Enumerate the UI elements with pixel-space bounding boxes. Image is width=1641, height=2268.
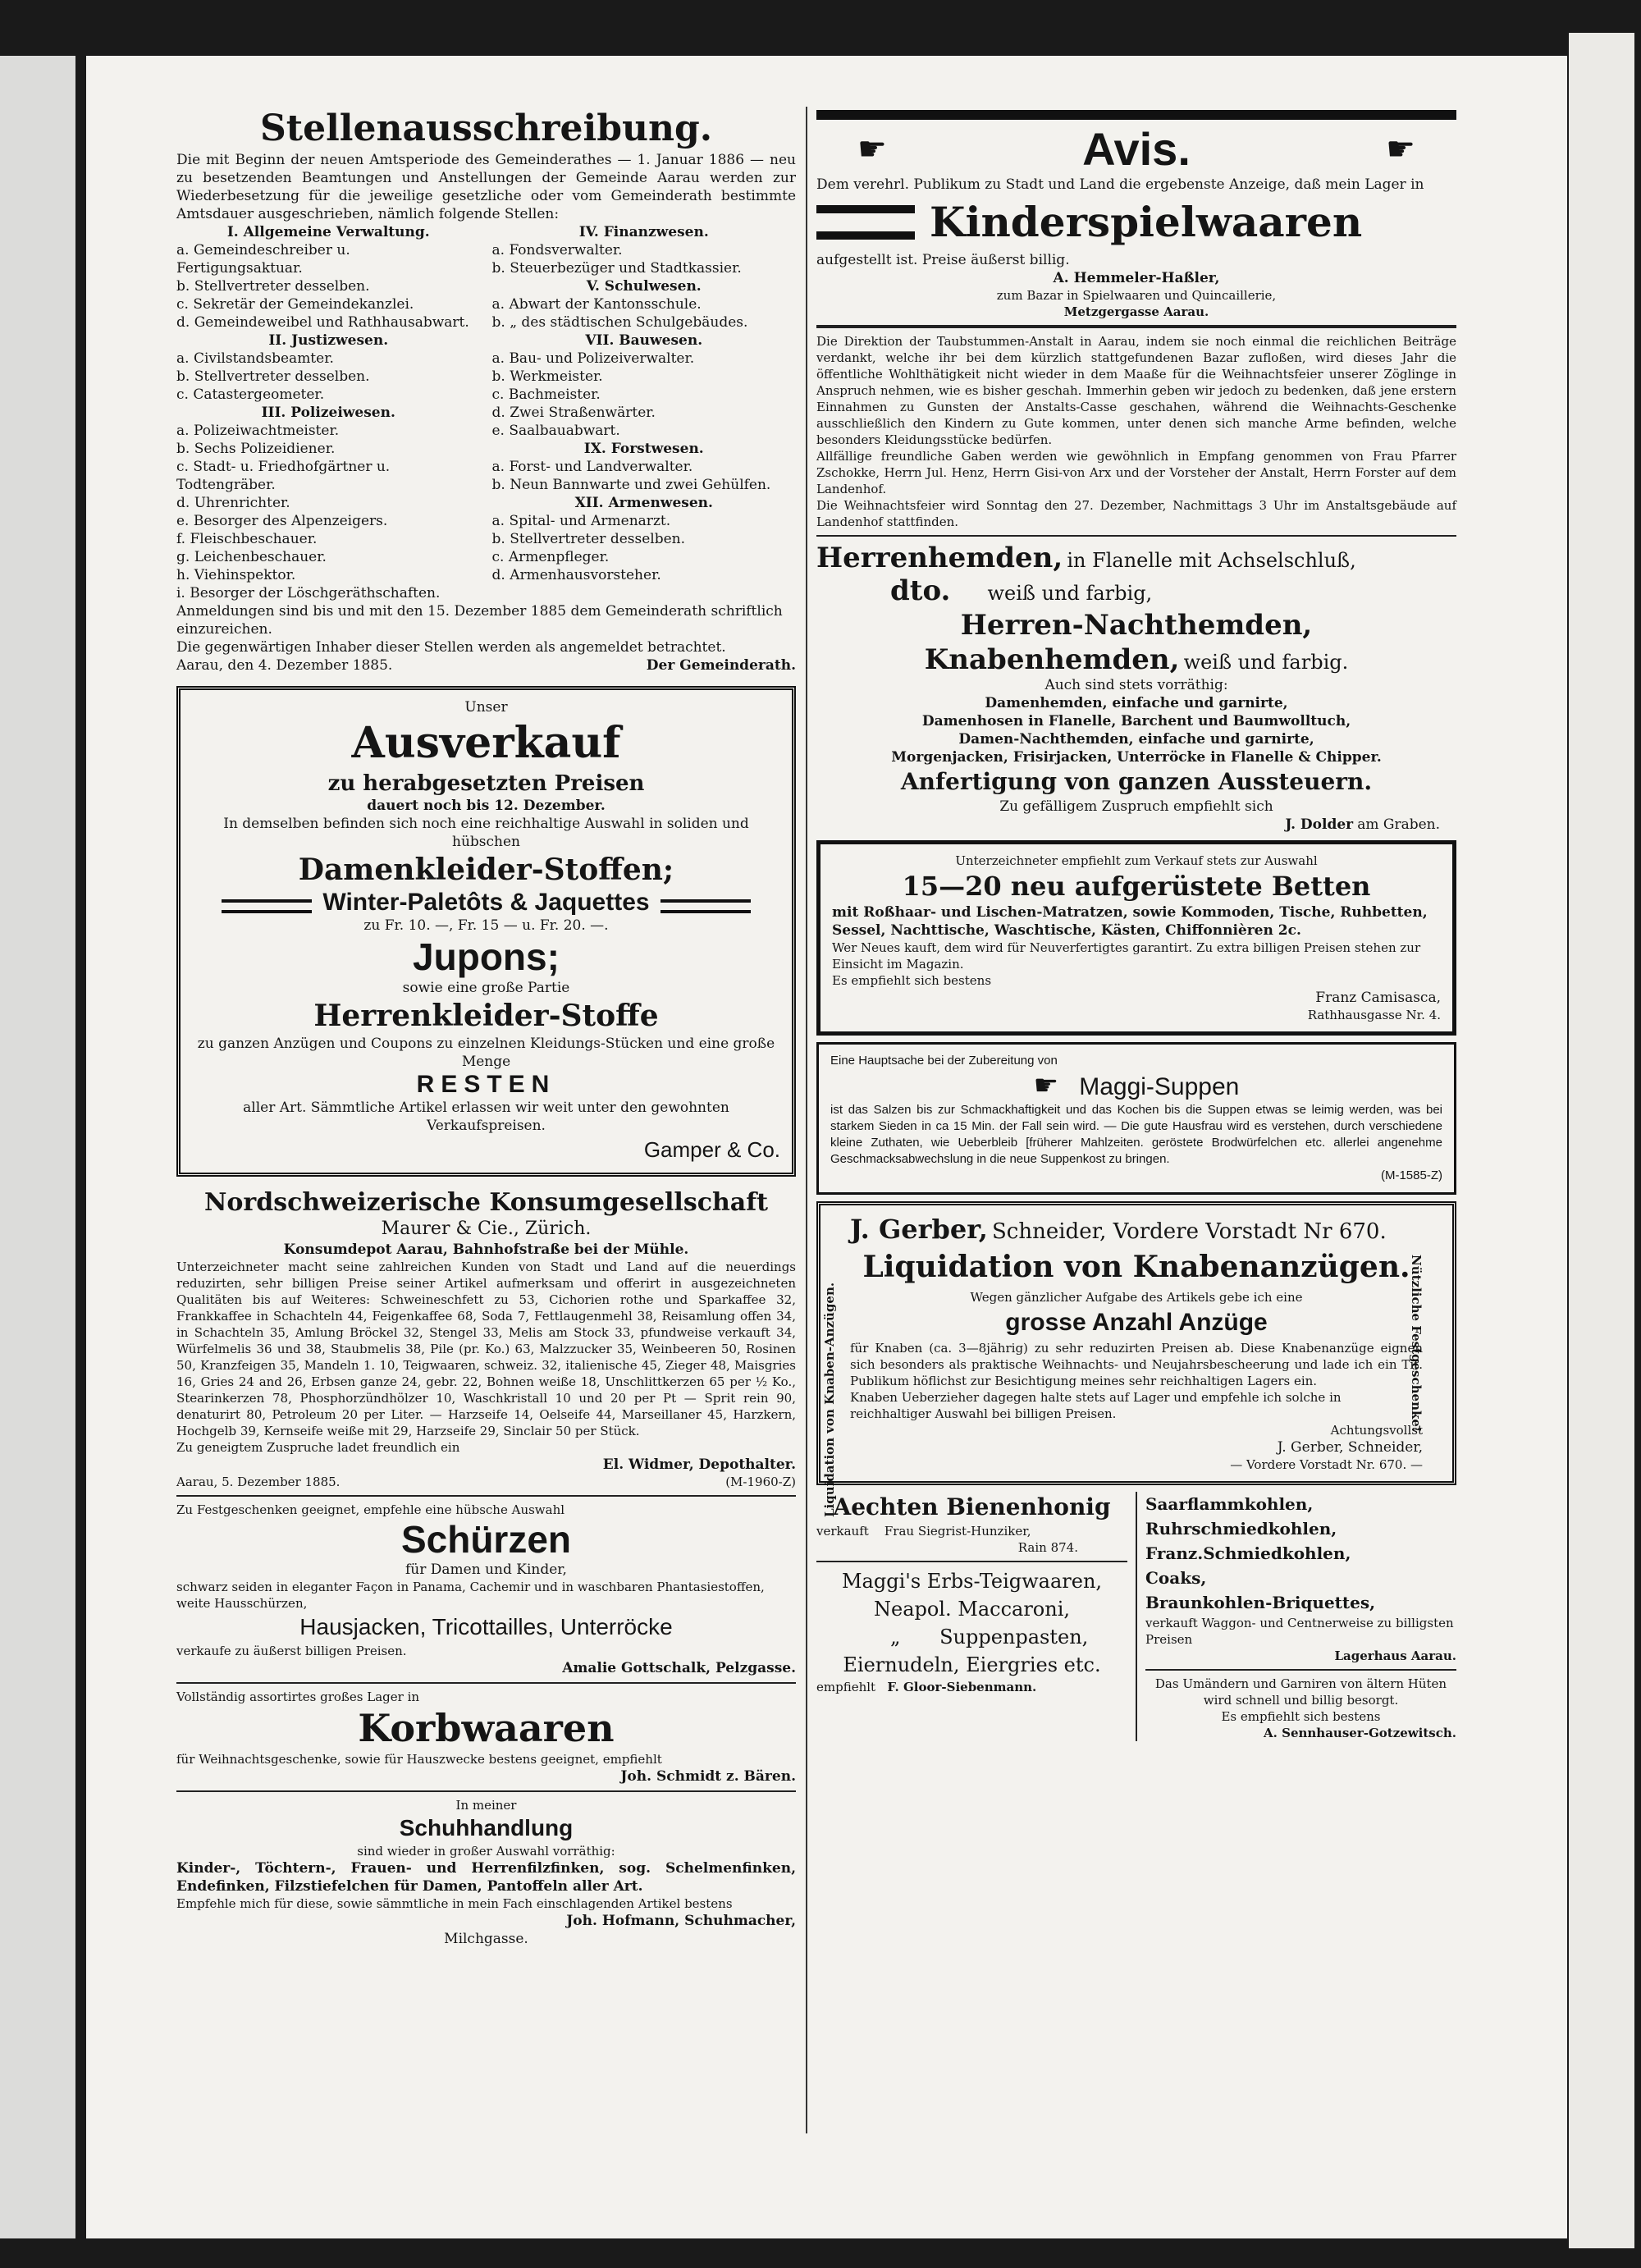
gerber-title: Liquidation von Knabenanzügen. (862, 1250, 1410, 1284)
schuerzen-ad (176, 1502, 796, 1677)
kohlen-l3: Franz.Schmiedkohlen, (1145, 1543, 1351, 1563)
hemden-l3: Herren-Nachthemden, (960, 609, 1313, 642)
schuh-signer: Joh. Hofmann, Schuhmacher, (566, 1913, 796, 1929)
betten-closing: Es empfiehlt sich bestens (832, 973, 992, 988)
decor-bar (816, 205, 915, 240)
teig-l2: Neapol. Maccaroni, (873, 1598, 1070, 1621)
betten-ad (816, 840, 1456, 1036)
korb-intro: Vollständig assortirtes großes Lager in (176, 1690, 420, 1704)
gerber-side-right: Nützliche Festgeschenke! (1409, 1255, 1424, 1433)
konsum-title: Nordschweizerische Konsumgesellschaft (204, 1188, 768, 1217)
decor-bar (222, 899, 312, 913)
hemden-l5: Auch sind stets vorräthig: (1044, 677, 1228, 693)
avis-firm: A. Hemmeler-Haßler, (1053, 270, 1220, 286)
stellen-lists (176, 223, 796, 602)
gerber-big: grosse Anzahl Anzüge (1005, 1309, 1268, 1336)
schuerzen-price: verkaufe zu äußerst billigen Preisen. (176, 1644, 407, 1658)
honig-ad (816, 1492, 1127, 1556)
stellen-item: i. Besorger der Löschgeräthschaften. (176, 585, 441, 601)
bottom-ads (816, 1492, 1456, 1741)
gerber-side-left: Liquidation von Knaben-Anzügen. (822, 1282, 837, 1517)
column-divider (806, 107, 807, 2133)
hemden-ad (816, 542, 1456, 834)
stellen-item: c. Bachmeister. (491, 386, 601, 403)
stellen-intro: Die mit Beginn der neuen Amtsperiode des Gemeinderathes — 1. Januar 1886 — neu zu besetzenden Beamtungen und Anstellungen der Gemeinde Aarau werden zur Wiederbesetzung für die jeweilige gesetzliche oder vom Gemeinderath bestimmte Amtsdauer ausgeschrieben, nämlich folgende Stellen: (176, 152, 796, 222)
stellen-item: d. Uhrenrichter. (176, 495, 290, 511)
maggi-title: Maggi-Suppen (1079, 1073, 1240, 1100)
konsum-footer (176, 1474, 796, 1490)
stellen-item: c. Stadt- u. Friedhofgärtner u. Todtengräber. (176, 459, 391, 493)
stellen-list-left (176, 223, 481, 602)
taub-body3: Die Weihnachtsfeier wird Sonntag den 27. Dezember, Nachmittags 3 Uhr im Anstaltsgebäude auf Landenhof stattfinden. (816, 498, 1456, 529)
stellen-item: b. Sechs Polizeidiener. (176, 441, 336, 457)
teig-l4: Eiernudeln, Eiergries etc. (843, 1653, 1101, 1676)
divider (816, 325, 1456, 328)
schuh-street: Milchgasse. (444, 1931, 528, 1947)
maggi-ref: (M-1585-Z) (1380, 1168, 1442, 1182)
korb-body: für Weihnachtsgeschenke, sowie für Hauszwecke bestens geeignet, empfiehlt (176, 1752, 662, 1767)
hemden-l1a: Herrenhemden, (816, 542, 1063, 574)
thick-rule (816, 110, 1456, 120)
honig-row (816, 1523, 1127, 1539)
stellen-item: b. Steuerbezüger und Stadtkassier. (491, 260, 742, 277)
kohlen-body: verkauft Waggon- und Centnerweise zu billigsten Preisen (1145, 1616, 1454, 1647)
gerber-body: für Knaben (ca. 3—8jährig) zu sehr reduzirten Preisen ab. Diese Knabenanzüge eignen sich besonders als praktische Weihnachts- und Neujahrsbescheerung und lade ich ein Tit. Publikum höflichst zur Besichtigung meines sehr reichhaltigen Lagers ein. (850, 1341, 1423, 1388)
stellen-note: Anmeldungen sind bis und mit den 15. Dezember 1885 dem Gemeinderath schriftlich einzureichen. (176, 603, 783, 638)
stellen-item: V. Schulwesen. (586, 278, 702, 295)
stellen-item: d. Zwei Straßenwärter. (491, 405, 656, 421)
stellen-item: II. Justizwesen. (268, 332, 389, 349)
hemden-l7: Damenhosen in Flanelle, Barchent und Baumwolltuch, (921, 713, 1351, 729)
ausverkauf-damen: Damenkleider-Stoffen; (298, 853, 674, 887)
adjacent-page-edge (0, 56, 75, 2238)
ausverkauf-title: Ausverkauf (351, 718, 621, 768)
kohlen-signer: Lagerhaus Aarau. (1334, 1648, 1456, 1663)
ausverkauf-line2: zu ganzen Anzügen und Coupons zu einzelnen Kleidungs-Stücken und eine große Menge (197, 1036, 775, 1070)
pointing-hand-icon: ☛ (1033, 1069, 1059, 1102)
avis-intro: Dem verehrl. Publikum zu Stadt und Land die ergebenste Anzeige, daß mein Lager in (816, 176, 1424, 193)
schuerzen-sub: für Damen und Kinder, (405, 1562, 567, 1578)
stellen-item: b. Werkmeister. (491, 368, 603, 385)
schuh-sub: sind wieder in großer Auswahl vorräthig: (357, 1844, 615, 1859)
avis-line2: zum Bazar in Spielwaaren und Quincaillerie, (996, 288, 1277, 303)
stellen-item: a. Fondsverwalter. (491, 242, 623, 258)
maggi-title-row (830, 1069, 1442, 1102)
stellen-item: c. Armenpfleger. (491, 549, 610, 565)
hemden-l1 (816, 542, 1456, 574)
stellen-signed: Der Gemeinderath. (646, 657, 796, 674)
garnir-body: Das Umändern und Garniren von ältern Hüten wird schnell und billig besorgt. (1154, 1676, 1447, 1708)
schuh-closing: Empfehle mich für diese, sowie sämmtliche in mein Fach einschlagenden Artikel bestens (176, 1896, 733, 1911)
honig-title: Aechten Bienenhonig (833, 1493, 1111, 1520)
garnir-closing: Es empfiehlt sich bestens (1221, 1709, 1381, 1724)
teig-closing: empfiehlt (816, 1680, 876, 1694)
divider (176, 1495, 796, 1497)
pointing-hand-icon: ☛ (857, 130, 887, 168)
stellen-item: IX. Forstwesen. (583, 441, 704, 457)
divider (1145, 1669, 1456, 1671)
stellen-item: b. Stellvertreter desselben. (176, 368, 370, 385)
ausverkauf-partie: sowie eine große Partie (402, 980, 570, 996)
gerber-intro: Wegen gänzlicher Aufgabe des Artikels gebe ich eine (970, 1290, 1303, 1305)
schuh-title: Schuhhandlung (399, 1815, 574, 1840)
gerber-head2: Schneider, Vordere Vorstadt Nr 670. (991, 1219, 1387, 1244)
konsum-signer: El. Widmer, Depothalter. (602, 1456, 796, 1473)
page-right-edge (1569, 33, 1634, 2248)
kohlen-l4: Coaks, (1145, 1568, 1207, 1588)
stellen-ad (176, 107, 796, 674)
ausverkauf-sub1: zu herabgesetzten Preisen (327, 771, 645, 796)
schuh-ad (176, 1797, 796, 1948)
stellen-item: I. Allgemeine Verwaltung. (226, 224, 430, 240)
stellen-list-right (492, 223, 797, 602)
konsum-depot: Konsumdepot Aarau, Bahnhofstraße bei der Mühle. (283, 1241, 689, 1258)
konsum-date: Aarau, 5. Dezember 1885. (176, 1475, 341, 1489)
teig-signer: F. Gloor-Siebenmann. (887, 1680, 1037, 1694)
hemden-place: am Graben. (1357, 816, 1440, 833)
stellen-item: d. Armenhausvorsteher. (491, 567, 661, 583)
hemden-l11: Zu gefälligem Zuspruch empfiehlt sich (999, 798, 1273, 815)
stellen-item: b. „ des städtischen Schulgebäudes. (491, 314, 748, 331)
bottom-left-ads (816, 1492, 1137, 1741)
stellen-item: c. Catastergeometer. (176, 386, 325, 403)
konsum-closing: Zu geneigtem Zuspruche ladet freundlich ein (176, 1440, 460, 1455)
gerber-body2: Knaben Ueberzieher dagegen halte stets auf Lager und empfehle ich solche in reichhaltiger Auswahl bei billigen Preisen. (850, 1390, 1342, 1421)
korb-signer: Joh. Schmidt z. Bären. (620, 1768, 796, 1785)
hemden-l4a: Knabenhemden, (924, 643, 1180, 676)
stellen-item: III. Polizeiwesen. (261, 405, 395, 421)
schuerzen-line: Hausjacken, Tricottailles, Unterröcke (299, 1614, 673, 1639)
avis-after: aufgestellt ist. Preise äußerst billig. (816, 252, 1070, 268)
stellen-item: b. Neun Bannwarte und zwei Gehülfen. (491, 477, 771, 493)
gerber-head (850, 1214, 1423, 1245)
konsum-ad (176, 1188, 796, 1490)
hemden-sign-row (816, 816, 1456, 834)
ausverkauf-jupons: Jupons; (413, 935, 560, 978)
maggi-suppen-ad (816, 1042, 1456, 1195)
gerber-street: — Vordere Vorstadt Nr. 670. — (1230, 1457, 1423, 1472)
hemden-l2b: weiß und farbig, (987, 582, 1153, 605)
betten-title: 15—20 neu aufgerüstete Betten (902, 871, 1371, 902)
divider (816, 1561, 1127, 1562)
avis-head (816, 123, 1456, 176)
stellen-item: XII. Armenwesen. (574, 495, 713, 511)
betten-signer: Franz Camisasca, (1315, 990, 1441, 1006)
honig-name: Frau Siegrist-Hunziker, (884, 1524, 1031, 1539)
hemden-l1b: in Flanelle mit Achselschluß, (1067, 549, 1356, 572)
stellen-item: a. Polizeiwachtmeister. (176, 423, 340, 439)
stellen-item: a. Abwart der Kantonsschule. (491, 296, 702, 313)
konsum-body: Unterzeichneter macht seine zahlreichen Kunden von Stadt und Land auf die neuerdings reduzirten, sehr billigen Preise seiner Artikel aufmerksam und offerirt in ausgezeichneten Qualitäten bis auf Weiteres: Schweineschfett zu 53, Cichorien rothe und Sparkaffee 32, Frankkaffee in Schachteln 44, Feigenkaffee 68, Soda 7, Fettlaugenmehl 38, Reisamlung offen 34, in Schachteln 35, Amlung Bröckel 32, Stengel 33, Melis am Stock 33, pfundweise verkauft 34, Würfelmelis 36 und 38, Staubmelis 38, Pile (pr. Ko.) 63, Malzzucker 35, Weinbeeren 50, Rosinen 50, Kranzfeigen 35, Mandeln 1. 10, Teigwaaren, schweiz. 32, italienische 45, Zieger 48, Maisgries 16, Gries 24 and 26, Erbsen ganze 24, gebr. 22, Bohnen weiße 18, Unschlittkerzen 65 per ½ Ko., Stearinkerzen 78, Phosphorzündhölzer 10, Waschkristall 10 und 20 per Pt — Sprit rein 90, denaturirt 80, Petroleum 20 per Liter. — Harzseife 14, Oelseife 44, Marseillaner 45, Harzkern, Hochgelb 39, Kernseife weiße mit 29, Harzseife 29, Sinclair 50 per Stück. (176, 1260, 796, 1438)
stellen-item: a. Forst- und Landverwalter. (491, 459, 693, 475)
stellen-note: Die gegenwärtigen Inhaber dieser Stellen werden als angemeldet betrachtet. (176, 639, 726, 656)
stellen-footer (176, 656, 796, 674)
stellen-item: h. Viehinspektor. (176, 567, 296, 583)
hemden-l10: Anfertigung von ganzen Aussteuern. (900, 768, 1373, 795)
teig-l3: Suppenpasten, (939, 1626, 1089, 1648)
teig-ad (816, 1567, 1127, 1695)
left-column (176, 107, 796, 1948)
konsum-ref: (M-1960-Z) (725, 1475, 796, 1489)
avis-line3: Metzgergasse Aarau. (1063, 304, 1209, 319)
maggi-body: ist das Salzen bis zur Schmackhaftigkeit und das Kochen bis die Suppen etwas se leimig werden, was bei starkem Sieden in ca 15 Min. der Fall sein wird. — Die gute Hausfrau wird es verstehen, durch verschiedene kleine Zuthaten, wie Ueberbleib [früherer Mahlzeiten. geröstete Brodwürfelchen etc. allerlei angenehme Geschmacksabwechslung in die neue Suppenkost zu bringen. (830, 1103, 1442, 1166)
divider (176, 1790, 796, 1792)
ausverkauf-unser: Unser (464, 699, 508, 716)
garnir-ad (1145, 1676, 1456, 1741)
stellen-item: e. Besorger des Alpenzeigers. (176, 513, 388, 529)
stellen-item: c. Sekretär der Gemeindekanzlei. (176, 296, 414, 313)
stellen-item: a. Civilstandsbeamter. (176, 350, 334, 367)
honig-seller: verkauft (816, 1524, 869, 1539)
stellen-item: IV. Finanzwesen. (578, 224, 709, 240)
hemden-l2 (816, 574, 1456, 607)
pointing-hand-icon: ☛ (1386, 130, 1415, 168)
betten-street: Rathhausgasse Nr. 4. (1307, 1008, 1441, 1022)
ausverkauf-prices: zu Fr. 10. —, Fr. 15 — u. Fr. 20. —. (363, 917, 609, 934)
divider (816, 535, 1456, 537)
stellen-item: b. Stellvertreter desselben. (491, 531, 686, 547)
korb-ad (176, 1689, 796, 1786)
schuerzen-signer: Amalie Gottschalk, Pelzgasse. (562, 1660, 796, 1676)
divider (176, 1682, 796, 1684)
ausverkauf-winter: Winter-Paletôts & Jaquettes (322, 889, 650, 916)
stellen-item: b. Stellvertreter desselben. (176, 278, 370, 295)
betten-body2: Wer Neues kauft, dem wird für Neuverfertigtes garantirt. Zu extra billigen Preisen stehen zur Einsicht im Magazin. (832, 940, 1421, 972)
teig-l3-row (816, 1623, 1127, 1651)
bottom-right-ads (1137, 1492, 1456, 1741)
ausverkauf-sub2: dauert noch bis 12. Dezember. (367, 798, 606, 814)
konsum-firm: Maurer & Cie., Zürich. (381, 1219, 592, 1239)
teig-sign-row (816, 1679, 1127, 1695)
decor-bar (661, 899, 751, 913)
teig-l1: Maggi's Erbs-Teigwaaren, (841, 1570, 1103, 1593)
kohlen-l5: Braunkohlen-Briquettes, (1145, 1593, 1376, 1612)
schuerzen-title: Schürzen (400, 1518, 572, 1561)
stellen-item: g. Leichenbeschauer. (176, 549, 327, 565)
betten-body: mit Roßhaar- und Lischen-Matratzen, sowie Kommoden, Tische, Ruhbetten, Sessel, Nachttische, Waschtische, Kästen, Chiffonnièren 2c. (832, 904, 1428, 939)
avis-big-row (816, 194, 1456, 251)
gerber-signer: J. Gerber, Schneider, (1277, 1439, 1423, 1456)
ausverkauf-ad (176, 686, 796, 1177)
ausverkauf-firm: Gamper & Co. (643, 1137, 780, 1162)
avis-ad (816, 110, 1456, 320)
stellen-item: VII. Bauwesen. (585, 332, 703, 349)
maggi-intro: Eine Hauptsache bei der Zubereitung von (830, 1054, 1058, 1068)
avis-big: Kinderspielwaaren (930, 198, 1363, 246)
gerber-closing: Achtungsvollst (1330, 1423, 1423, 1438)
stellen-item: a. Spital- und Armenarzt. (491, 513, 671, 529)
honig-addr: Rain 874. (1017, 1540, 1078, 1555)
stellen-item: f. Fleischbeschauer. (176, 531, 318, 547)
ausverkauf-line3: aller Art. Sämmtliche Artikel erlassen wir weit unter den gewohnten Verkaufspreisen. (243, 1100, 729, 1134)
ausverkauf-herren: Herrenkleider-Stoffe (313, 999, 659, 1033)
kohlen-ad (1145, 1492, 1456, 1664)
betten-intro: Unterzeichneter empfiehlt zum Verkauf stets zur Auswahl (955, 853, 1318, 868)
hemden-l2a: dto. (890, 574, 951, 607)
hemden-l4b: weiß und farbig. (1183, 651, 1349, 674)
schuerzen-body: schwarz seiden in eleganter Façon in Panama, Cachemir und in waschbaren Phantasiestoffen, weite Hausschürzen, (176, 1580, 765, 1611)
right-column (816, 107, 1456, 1741)
ausverkauf-resten: RESTEN (416, 1071, 556, 1098)
avis-title: Avis. (1082, 123, 1191, 175)
stellen-item: d. Gemeindeweibel und Rathhausabwart. (176, 314, 469, 331)
schuerzen-intro: Zu Festgeschenken geeignet, empfehle eine hübsche Auswahl (176, 1502, 565, 1517)
kohlen-l2: Ruhrschmiedkohlen, (1145, 1519, 1337, 1539)
garnir-signer: A. Sennhauser-Gotzewitsch. (1264, 1726, 1456, 1740)
taubstummen-ad (816, 333, 1456, 530)
hemden-l9: Morgenjacken, Frisirjacken, Unterröcke in Flanelle & Chipper. (891, 749, 1382, 766)
stellen-item: e. Saalbauabwart. (491, 423, 620, 439)
stellen-item: a. Gemeindeschreiber u. Fertigungsaktuar. (176, 242, 350, 277)
taub-body2: Allfällige freundliche Gaben werden wie gewöhnlich in Empfang genommen von Frau Pfarrer Zschokke, Herrn Jul. Henz, Herrn Gisi-von Arx und der Vorsteher der Anstalt, Herrn Forster auf dem Landenhof. (816, 449, 1456, 496)
teig-ditto: „ (890, 1626, 901, 1648)
stellen-date: Aarau, den 4. Dezember 1885. (176, 657, 393, 674)
schuh-body: Kinder-, Töchtern-, Frauen- und Herrenfilzfinken, sog. Schelmenfinken, Endefinken, Filzstiefelchen für Damen, Pantoffeln aller Art. (176, 1860, 796, 1895)
stellen-title: Stellenausschreibung. (259, 107, 713, 149)
korb-title: Korbwaaren (358, 1706, 615, 1750)
hemden-signer: J. Dolder (1285, 816, 1354, 833)
schuh-intro: In meiner (455, 1798, 517, 1813)
ausverkauf-line1: In demselben befinden sich noch eine reichhaltige Auswahl in soliden und hübschen (223, 816, 749, 850)
hemden-l8: Damen-Nachthemden, einfache und garnirte, (958, 731, 1314, 748)
hemden-l4 (816, 643, 1456, 676)
gerber-head1: J. Gerber, (850, 1214, 988, 1245)
stellen-item: a. Bau- und Polizeiverwalter. (491, 350, 695, 367)
ausverkauf-winter-row (192, 889, 780, 917)
taub-body: Die Direktion der Taubstummen-Anstalt in Aarau, indem sie noch einmal die reichlichen Beiträge verdankt, welche ihr bei dem kürzlich stattgefundenen Bazar zufloßen, wird dieses Jahr die öffentliche Wohlthätigkeit nicht wieder in dem Maaße für die Weihnachtsfeier unserer Zöglinge in Anspruch nehmen, wie es bisher geschah. Immerhin geben wir jedoch zu bedenken, daß jene erstern Einnahmen zu Gunsten der Anstalts-Casse geschahen, während die Weihnachts-Geschenke ausschließlich den Kindern zu Gute kommen, unter denen sich manche Arme befinden, welche besonders Kleidungsstücke bedürfen. (816, 334, 1456, 447)
hemden-l6: Damenhemden, einfache und garnirte, (985, 695, 1288, 711)
kohlen-l1: Saarflammkohlen, (1145, 1494, 1314, 1514)
